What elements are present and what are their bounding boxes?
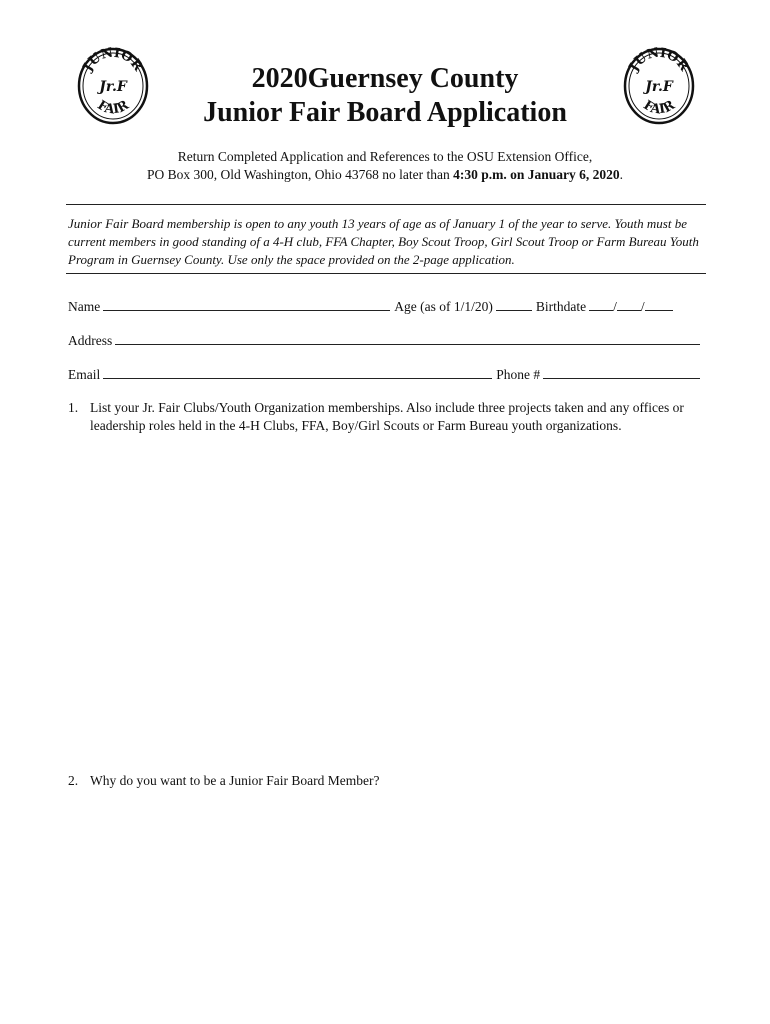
question-number: 1. (68, 400, 79, 415)
email-label: Email (68, 367, 101, 382)
instructions-line-1: Return Completed Application and References to the OSU Extension Office, (177, 149, 593, 164)
age-field[interactable] (496, 298, 532, 311)
birthdate-day-field[interactable] (617, 298, 641, 311)
question-text: Why do you want to be a Junior Fair Board Member? (90, 773, 380, 788)
svg-text:FAIR: FAIR (640, 97, 678, 118)
date-separator: / (613, 299, 617, 314)
junior-fair-logo-left (76, 46, 150, 126)
svg-text:JUNIOR: JUNIOR (626, 46, 692, 75)
title-line-1: 2020Guernsey County (251, 63, 519, 94)
name-field[interactable] (103, 298, 390, 311)
svg-text:FAIR: FAIR (94, 97, 132, 118)
instructions-line-2-text: PO Box 300, Old Washington, Ohio 43768 no later than (146, 167, 454, 182)
deadline-text: 4:30 p.m. on January 6, 2020 (453, 167, 620, 182)
svg-text:Jr.F: Jr.F (99, 79, 127, 95)
instructions-line-2 (90, 166, 680, 184)
name-age-birthdate-row (68, 298, 700, 315)
email-field[interactable] (103, 366, 492, 379)
page-title (140, 62, 630, 130)
divider-bottom (66, 273, 706, 274)
question-text: List your Jr. Fair Clubs/Youth Organization memberships. Also include three projects taken and any offices or leadership roles held in the 4-H Clubs, FFA, Boy/Girl Scouts or Farm Bureau youth organizations. (90, 400, 684, 433)
junior-fair-emblem-icon (622, 46, 696, 126)
question-1 (68, 399, 700, 434)
submission-instructions (90, 148, 680, 184)
birthdate-year-field[interactable] (645, 298, 673, 311)
junior-fair-logo-right (622, 46, 696, 126)
age-label: Age (as of 1/1/20) (394, 299, 493, 314)
divider-top (66, 204, 706, 205)
eligibility-text: Junior Fair Board membership is open to any youth 13 years of age as of January 1 of the year to serve. Youth must be current members in good standing of a 4-H club, FFA Chapter, Boy Scout Troop, Girl Scout Troop or Farm Bureau Youth Program in Guernsey County. Use only the space provided on the 2-page application. (68, 216, 699, 267)
phone-label: Phone # (496, 367, 541, 382)
question-number: 2. (68, 773, 79, 788)
svg-text:JUNIOR: JUNIOR (80, 46, 146, 75)
name-label: Name (68, 299, 101, 314)
question-2 (68, 772, 700, 790)
title-line-2: Junior Fair Board Application (203, 97, 567, 128)
instructions-period: . (619, 167, 624, 182)
birthdate-month-field[interactable] (589, 298, 613, 311)
phone-field[interactable] (543, 366, 700, 379)
address-row (68, 332, 700, 349)
email-phone-row (68, 366, 700, 383)
date-separator: / (640, 299, 645, 314)
address-field[interactable] (115, 332, 700, 345)
birthdate-label: Birthdate (535, 299, 587, 314)
junior-fair-emblem-icon (76, 46, 150, 126)
svg-text:Jr.F: Jr.F (645, 79, 673, 95)
address-label: Address (68, 333, 113, 348)
